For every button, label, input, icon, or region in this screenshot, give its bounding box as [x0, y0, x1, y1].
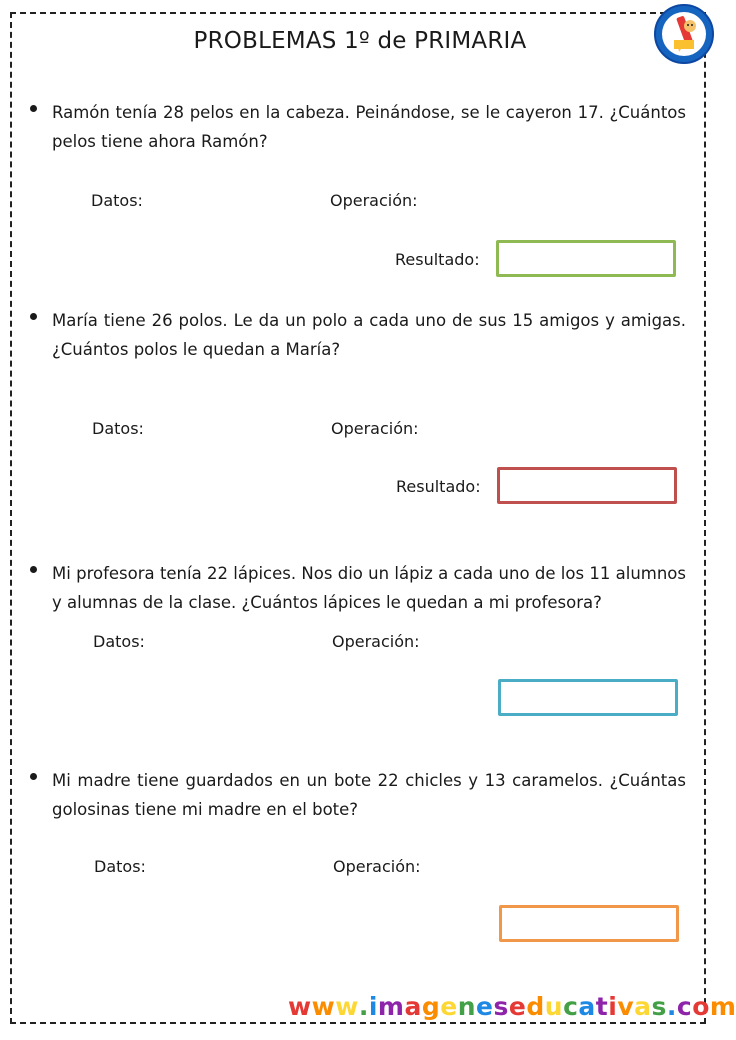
problem-1	[30, 98, 690, 288]
operacion-label: Operación:	[332, 632, 420, 651]
problem-text: Mi madre tiene guardados en un bote 22 chicles y 13 caramelos. ¿Cuántas golosinas tiene mi madre en el bote?	[52, 771, 686, 819]
result-answer-box[interactable]	[497, 467, 677, 504]
bullet-icon	[30, 313, 37, 320]
datos-label: Datos:	[94, 857, 146, 876]
resultado-label: Resultado:	[396, 477, 481, 496]
result-answer-box[interactable]	[498, 679, 678, 716]
datos-label: Datos:	[93, 632, 145, 651]
page-title: PROBLEMAS 1º de PRIMARIA	[193, 28, 527, 54]
problem-2	[30, 306, 690, 516]
datos-label: Datos:	[91, 191, 143, 210]
operacion-label: Operación:	[330, 191, 418, 210]
problem-text: María tiene 26 polos. Le da un polo a cada uno de sus 15 amigos y amigas. ¿Cuántos polos le quedan a María?	[52, 311, 686, 359]
bullet-icon	[30, 105, 37, 112]
operacion-label: Operación:	[333, 857, 421, 876]
resultado-label: Resultado:	[395, 250, 480, 269]
datos-label: Datos:	[92, 419, 144, 438]
problem-text: Mi profesora tenía 22 lápices. Nos dio un lápiz a cada uno de los 11 alumnos y alumnas de la clase. ¿Cuántos lápices le quedan a mi profesora?	[52, 564, 686, 612]
website-footer[interactable]: www.imageneseducativas.com	[288, 992, 736, 1021]
result-answer-box[interactable]	[499, 905, 679, 942]
problem-4	[30, 766, 690, 956]
bullet-icon	[30, 566, 37, 573]
problem-text: Ramón tenía 28 pelos en la cabeza. Peinándose, se le cayeron 17. ¿Cuántos pelos tiene ahora Ramón?	[52, 103, 686, 151]
result-answer-box[interactable]	[496, 240, 676, 277]
operacion-label: Operación:	[331, 419, 419, 438]
problem-3	[30, 559, 690, 729]
bullet-icon	[30, 773, 37, 780]
